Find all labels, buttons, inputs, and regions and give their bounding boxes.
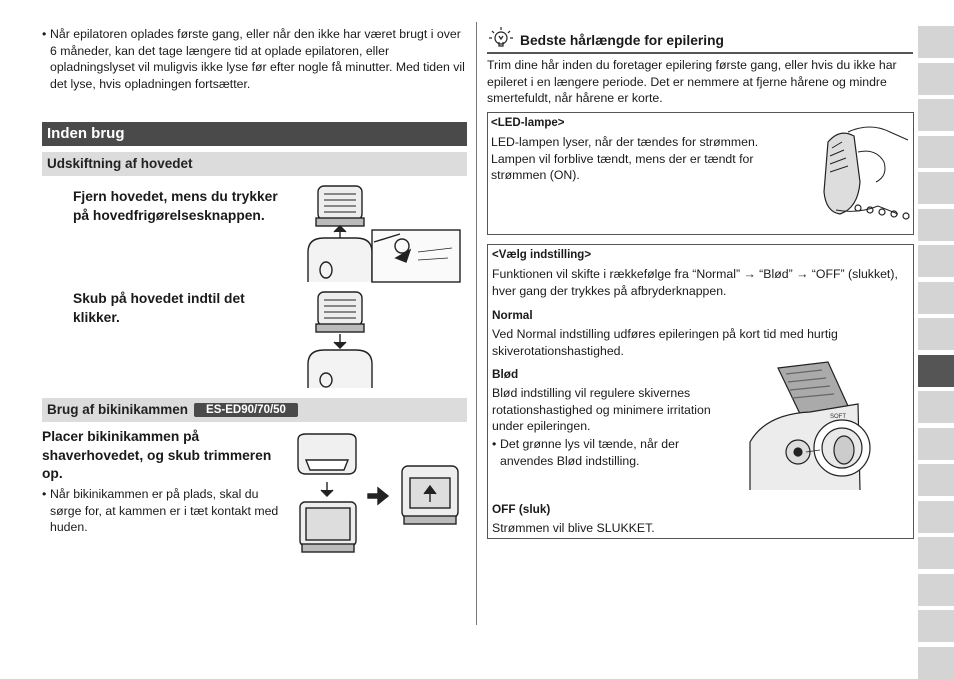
subsection-title-head-replacement: Udskiftning af hovedet [42,152,467,176]
setting-title: <Vælg indstilling> [492,249,592,261]
column-divider [476,22,477,625]
chapter-tab [918,464,954,496]
soft-mode-illustration [750,362,870,490]
lightbulb-icon [488,25,514,51]
bullet-dot: • [492,437,497,451]
soft-title: Blød [492,367,519,381]
bullet-dot: • [42,487,47,501]
off-text: Strømmen vil blive SLUKKET. [492,521,655,535]
chapter-tab [918,209,954,241]
step-remove-head: Fjern hovedet, mens du trykker på hovedfrigørelsesknappen. [73,189,278,223]
bikini-comb-illustration [292,432,472,562]
chapter-tab [918,610,954,642]
intro-bullet-text: Når epilatoren oplades første gang, eller når den ikke har været brugt i over 6 måneder, kan det tage længere tid at oplade epilatoren, eller opladningslyset vil muligvis ikke lyse før efter nogle få minutter. Med tiden vil det lyse, hvis opladningen fortsætter. [50,27,465,91]
chapter-tab [918,537,954,569]
led-hand-illustration [818,122,910,230]
chapter-tab [918,647,954,679]
bikini-heading: Placer bikinikammen på shaverhovedet, og skub trimmeren op. [42,429,272,481]
normal-text: Ved Normal indstilling udføres epileringen på kort tid med hurtig skiverotationshastighed. [492,327,838,358]
tip-title: Bedste hårlængde for epilering [520,33,724,48]
chapter-tab [918,245,954,277]
tip-text: Trim dine hår inden du foretager epilering første gang, eller hvis du ikke har epileret i en længere periode. Det er nemmere at fjerne hårene og mindre smertefuldt, når hårene er korte. [487,58,897,105]
chapter-tab [918,63,954,95]
bullet-dot: • [42,27,47,41]
normal-title: Normal [492,308,533,322]
setting-text: Funktionen vil skifte i rækkefølge fra “Normal” → “Blød” → “OFF” (slukket), hver gang der trykkes på afbryderknappen. [492,267,898,298]
step-push-head: Skub på hovedet indtil det klikker. [73,291,245,325]
chapter-tab [918,355,954,387]
soft-bullet-text: Det grønne lys vil tænde, når der anvendes Blød indstilling. [500,437,680,468]
remove-head-illustration [300,182,470,282]
chapter-tab [918,501,954,533]
bikini-subsection-label: Brug af bikinikammen [47,402,189,417]
chapter-tab [918,574,954,606]
chapter-tab [918,318,954,350]
soft-label: SOFT [830,414,846,420]
led-title: <LED-lampe> [491,117,565,129]
tip-underline [487,52,913,54]
chapter-tab [918,172,954,204]
chapter-tab [918,136,954,168]
chapter-tab [918,99,954,131]
soft-text: Blød indstilling vil regulere skivernes rotationshastighed og minimere irritation under epileringen. [492,386,711,433]
subsection-title-bikini [42,398,467,422]
chapter-tab [918,391,954,423]
chapter-tab [918,26,954,58]
chapter-tab [918,282,954,314]
model-badge: ES-ED90/70/50 [194,403,298,417]
chapter-tab [918,428,954,460]
bikini-bullet-text: Når bikinikammen er på plads, skal du sørge for, at kammen er i tæt kontakt med huden. [50,487,279,534]
off-title: OFF (sluk) [492,502,551,516]
led-text: LED-lampen lyser, når der tændes for strømmen. Lampen vil forblive tændt, mens der er tændt for strømmen (ON). [491,135,759,182]
push-head-illustration [300,288,380,388]
section-title: Inden brug [42,122,467,146]
